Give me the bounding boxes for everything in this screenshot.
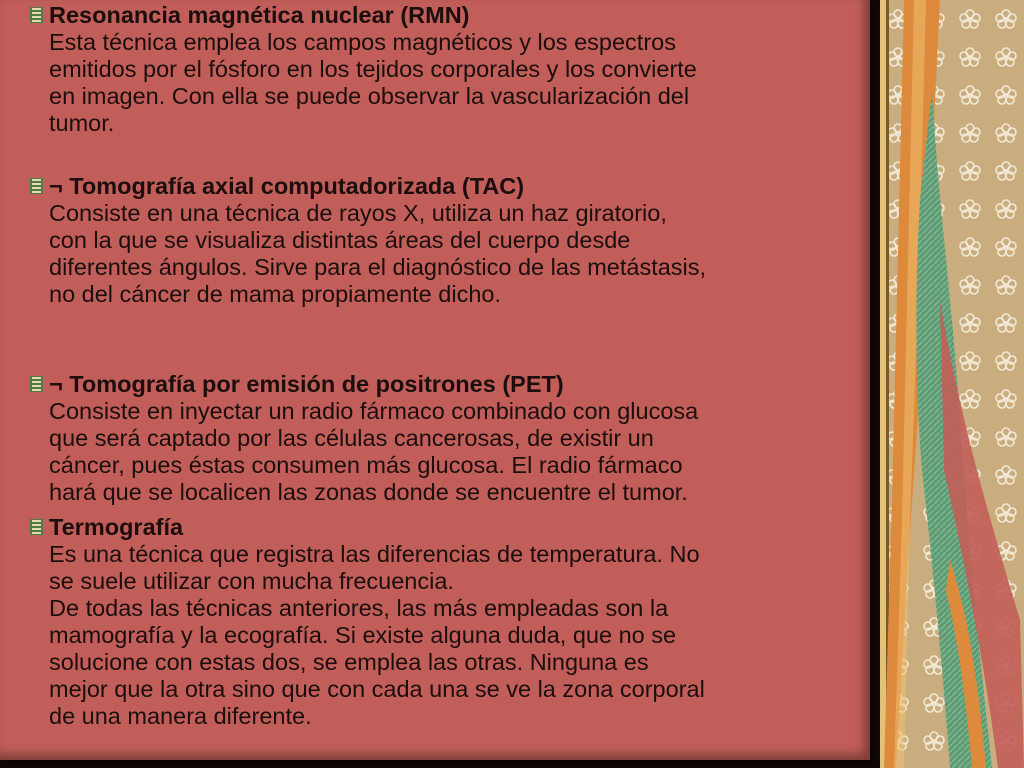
bullet-text [49,2,860,137]
bullet-title: Termografía [49,514,184,540]
scroll-bullet-icon [30,178,43,194]
bullet-body: Consiste en una técnica de rayos X, utiliza un haz giratorio, con la que se visualiza distintas áreas del cuerpo desde diferentes ángulos. Sirve para el diagnóstico de las metástasis, no del cáncer de mama propiamente dicho. [49,200,707,307]
bullet-text [49,371,860,506]
bullet-text [49,173,860,308]
scroll-bullet-icon [30,376,43,392]
scroll-bullet-icon [30,519,43,535]
bullet-title: ¬ Tomografía por emisión de positrones (PET) [49,371,564,397]
bullet-title: ¬ Tomografía axial computadorizada (TAC) [49,173,525,199]
decorative-side-panel [880,0,1024,768]
bullet-text [49,514,860,730]
decorative-ribbons-illustration [880,0,1024,768]
bullet-title: Resonancia magnética nuclear (RMN) [49,2,470,28]
scroll-bullet-icon [30,7,43,23]
bullet-body: Es una técnica que registra las diferencias de temperatura. No se suele utilizar con mucha frecuencia. De todas las técnicas anteriores, las más empleadas son la mamografía y la ecografía. Si existe alguna duda, que no se solucione con estas dos, se emplea las otras. Ninguna es mejor que la otra sino que con cada una se ve la zona corporal de una manera diferente. [49,541,705,729]
bullet-body: Consiste en inyectar un radio fármaco combinado con glucosa que será captado por las células cancerosas, de existir un cáncer, pues éstas consumen más glucosa. El radio fármaco hará que se localicen las zonas donde se encuentre el tumor. [49,398,699,505]
bullet-body: Esta técnica emplea los campos magnéticos y los espectros emitidos por el fósforo en los tejidos corporales y los convierte en imagen. Con ella se puede observar la vascularización del tumor. [49,29,697,136]
